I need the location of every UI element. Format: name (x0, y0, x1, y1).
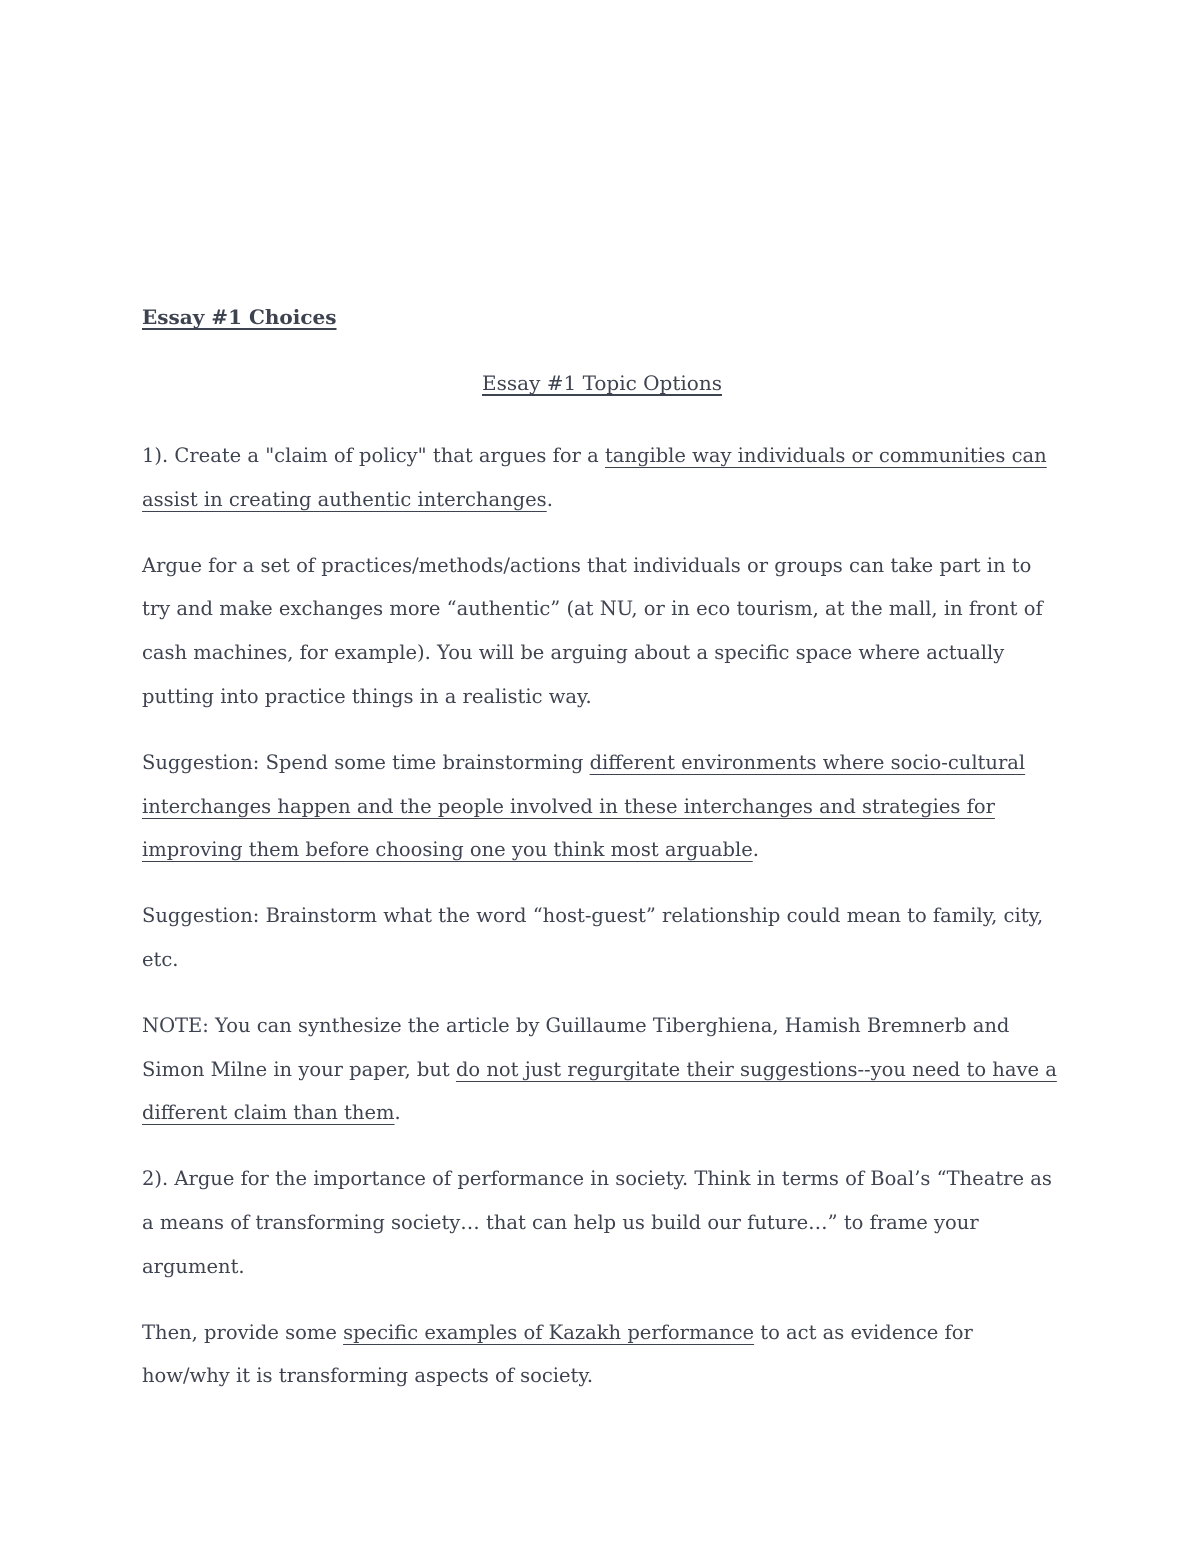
underlined-text: do not just regurgitate their suggestions--you need to have a different claim than them (142, 1057, 1057, 1125)
paragraph-option-1-detail (142, 544, 1062, 719)
text-segment: 1). Create a "claim of policy" that argues for a (142, 444, 605, 467)
document-title: Essay #1 Choices (142, 305, 337, 329)
paragraph-option-1 (142, 434, 1062, 522)
text-segment: Suggestion: Brainstorm what the word “host-guest” relationship could mean to family, city, etc. (142, 904, 1044, 971)
document-body (142, 434, 1062, 1398)
text-segment: NOTE: You can synthesize the article by Guillaume Tiberghiena, Hamish Bremnerb and Simon Milne in your paper, but (142, 1013, 1010, 1081)
text-segment: Suggestion: Spend some time brainstorming (142, 750, 590, 774)
paragraph-suggestion-2 (142, 894, 1062, 982)
paragraph-option-2-detail (142, 1311, 1062, 1399)
underlined-text: different environments where socio-cultural interchanges happen and the people involved in these interchanges and strategies for improving them before choosing one you think most arguable (142, 750, 1026, 862)
text-segment: to act as evidence for how/why it is transforming aspects of society. (142, 1320, 973, 1388)
paragraph-suggestion-1 (142, 741, 1062, 872)
underlined-text: specific examples of Kazakh performance (343, 1320, 755, 1344)
text-segment: . (394, 1101, 401, 1125)
underlined-text: tangible way individuals or communities can assist in creating authentic interchanges (142, 444, 1047, 511)
paragraph-note (142, 1004, 1062, 1135)
document-subtitle: Essay #1 Topic Options (482, 371, 722, 395)
text-segment: . (752, 838, 759, 862)
text-segment: 2). Argue for the importance of performance in society. Think in terms of Boal’s “Theatre as a means of transforming society… that can help us build our future…” to frame your argument. (142, 1167, 1052, 1278)
paragraph-option-2 (142, 1157, 1062, 1288)
text-segment: Then, provide some (142, 1320, 344, 1344)
text-segment: Argue for a set of practices/methods/actions that individuals or groups can take part in to try and make exchanges more “authentic” (at NU, or in eco tourism, at the mall, in front of cash machines, for example). You will be arguing about a specific space where actually putting into practice things in a realistic way. (142, 553, 1043, 708)
text-segment: . (546, 487, 553, 511)
document-page (142, 300, 1062, 1420)
